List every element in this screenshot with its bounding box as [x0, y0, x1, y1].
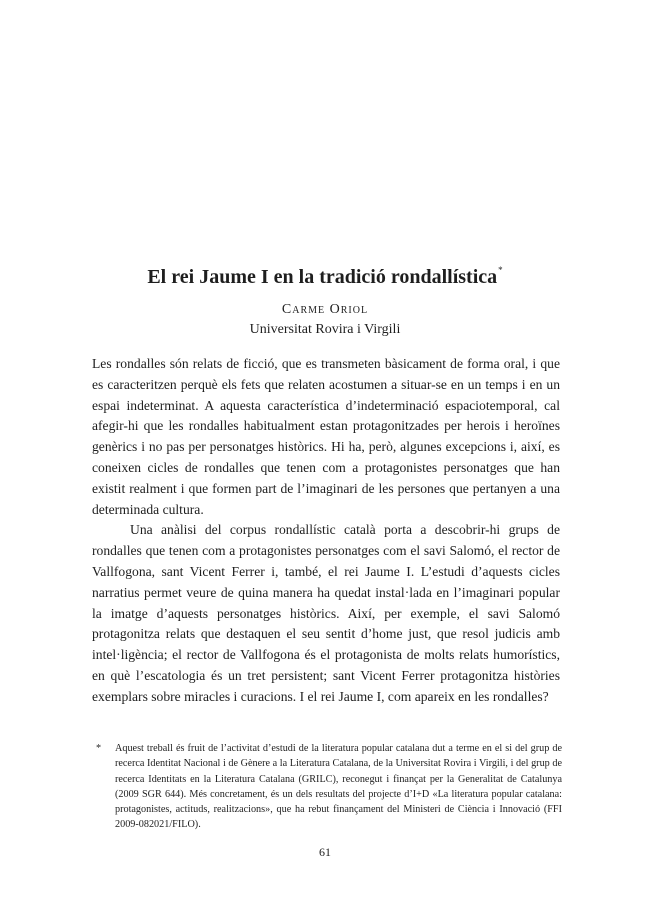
author-affiliation: Universitat Rovira i Virgili [249, 322, 401, 337]
footnote [96, 741, 562, 833]
article-body [92, 354, 560, 708]
body-paragraph-1: Les rondalles són relats de ficció, que es transmeten bàsicament de forma oral, i que es caracteritzen perquè els fets que relaten acostumen a situar-se en un temps i en un espai indeterminat. A aquesta característica d’indeterminació espaciotemporal, cal afegir-hi que les rondalles habitualment estan protagonitzades per herois i heroïnes genèrics i no pas per personatges històrics. Hi ha, però, algunes excepcions i, així, es coneixen cicles de rondalles que tenen com a protagonistes personatges que han existit realment i que formen part de l’imaginari de les persones que pertanyen a una determinada cultura. [92, 356, 560, 517]
body-paragraph-2: Una anàlisi del corpus rondallístic català porta a descobrir-hi grups de rondalles que tenen com a protagonistes personatges com el savi Salomó, el rector de Vallfogona, sant Vicent Ferrer i, també, el rei Jaume I. L’estudi d’aquests cicles narratius permet veure de quina manera ha quedat instal·lada en l’imaginari popular la imatge d’aquests personatges històrics. Així, per exemple, el savi Salomó protagonitza relats que destaquen el seu sentit d’home just, que resol judicis amb intel·ligència; el rector de Vallfogona és el protagonista de molts relats humorístics, en què l’escatologia és un tret persistent; sant Vicent Ferrer protagonitza històries exemplars sobre miracles i curacions. I el rei Jaume I, com apareix en les rondalles? [92, 522, 560, 704]
footnote-mark: * [96, 743, 102, 754]
page-number: 61 [319, 845, 331, 859]
title-text: El rei Jaume I en la tradició rondallística [147, 266, 498, 288]
article-title [0, 265, 650, 289]
footnote-text: Aquest treball és fruit de l’activitat d’estudi de la literatura popular catalana dut a terme en el si del grup de recerca Identitat Nacional i de Gènere a la Literatura Catalana, de la Universitat Rovira i Virgili, i del grup de recerca Identitats en la Literatura Catalana (GRILC), reconegut i finançat per la Generalitat de Catalunya (2009 SGR 644). Més concretament, és un dels resultats del projecte d’I+D «La literatura popular catalana: protagonistes, actituds, realitzacions», que ha rebut finançament del Ministeri de Ciència i Innovació (FFI 2009-082021/FILO). [115, 743, 562, 831]
author-name: Carme Oriol [281, 302, 369, 317]
title-footnote-mark[interactable]: * [498, 265, 503, 275]
